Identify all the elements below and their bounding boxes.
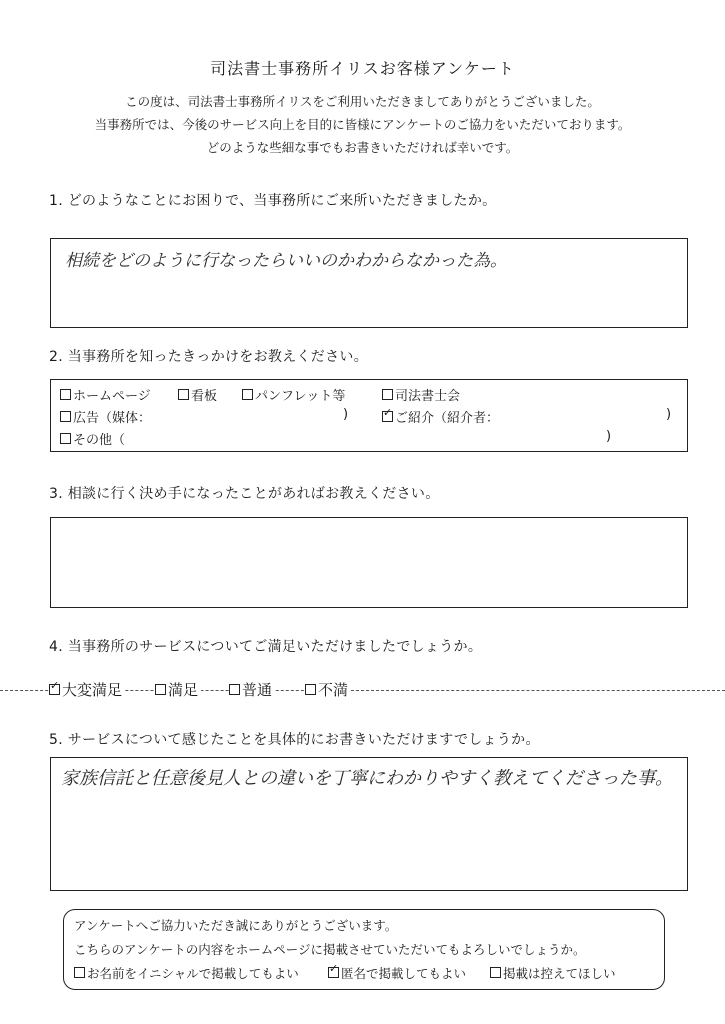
checkbox-other[interactable] (60, 433, 71, 444)
satisfaction-neutral[interactable]: 普通 (229, 679, 275, 700)
checkbox-initials[interactable] (74, 967, 85, 978)
checkbox-satisfied[interactable] (155, 684, 166, 695)
checkbox-ad[interactable] (60, 411, 71, 422)
question-3-answer-box[interactable] (50, 517, 688, 608)
checkbox-judicial-scrivener-assoc[interactable] (382, 389, 393, 400)
footer-option-anonymous[interactable]: ✓ 匿名で掲載してもよい (328, 964, 466, 982)
question-1-label: 1. どのようなことにお困りで、当事務所にご来所いただきましたか。 (49, 193, 497, 209)
checkbox-neutral[interactable] (229, 684, 240, 695)
question-5-answer: 家族信託と任意後見人との違いを丁寧にわかりやすく教えてくださった事。 (61, 768, 673, 789)
question-1-answer-box[interactable] (50, 238, 688, 328)
option-pamphlet[interactable]: パンフレット等 (242, 385, 345, 404)
option-other[interactable]: その他（ (60, 429, 125, 448)
footer-thanks: アンケートへご協力いただき誠にありがとうございます。 (74, 918, 398, 933)
referral-close-paren: ) (666, 407, 672, 422)
question-3-label: 3. 相談に行く決め手になったことがあればお教えください。 (49, 486, 440, 502)
footer-option-decline[interactable]: 掲載は控えてほしい (490, 964, 616, 982)
question-4-label: 4. 当事務所のサービスについてご満足いただけましたでしょうか。 (49, 639, 483, 655)
option-signboard[interactable]: 看板 (178, 385, 217, 404)
publication-consent-box (63, 909, 665, 990)
checkbox-pamphlet[interactable] (242, 389, 253, 400)
intro-line-3: どのような些細な事でもお書きいただければ幸いです。 (206, 140, 519, 155)
option-homepage[interactable]: ホームページ (60, 385, 151, 404)
checkbox-signboard[interactable] (178, 389, 189, 400)
question-2-label: 2. 当事務所を知ったきっかけをお教えください。 (49, 349, 369, 365)
intro-line-2: 当事務所では、今後のサービス向上を目的に皆様にアンケートのご協力をいただいております。 (94, 117, 631, 132)
footer-question: こちらのアンケートの内容をホームページに掲載させていただいてもよろしいでしょうか。 (74, 942, 586, 957)
checkbox-homepage[interactable] (60, 389, 71, 400)
checkbox-decline[interactable] (490, 967, 501, 978)
option-ad[interactable]: 広告（媒体： (60, 407, 151, 426)
satisfaction-very-satisfied[interactable]: ✓大変満足 (49, 679, 125, 700)
checkbox-referral-checked[interactable] (382, 411, 393, 422)
question-5-answer-box[interactable] (50, 757, 688, 891)
intro-line-1: この度は、司法書士事務所イリスをご利用いただきましてありがとうございました。 (125, 94, 600, 109)
satisfaction-dissatisfied[interactable]: 不満 (305, 679, 351, 700)
checkbox-dissatisfied[interactable] (305, 684, 316, 695)
question-5-label: 5. サービスについて感じたことを具体的にお書きいただけますでしょうか。 (49, 732, 540, 748)
question-2-options-box (50, 379, 688, 452)
satisfaction-satisfied[interactable]: 満足 (155, 679, 201, 700)
ad-close-paren: ) (343, 407, 349, 422)
option-referral[interactable]: ✓ ご紹介（紹介者： (382, 407, 499, 426)
footer-option-initials[interactable]: お名前をイニシャルで掲載してもよい (74, 964, 299, 982)
question-1-answer: 相続をどのように行なったらいいのかわからなかった為。 (65, 251, 507, 271)
checkbox-anonymous-checked[interactable] (328, 967, 339, 978)
option-judicial-scrivener-assoc[interactable]: 司法書士会 (382, 385, 460, 404)
page-title: 司法書士事務所イリスお客様アンケート (210, 59, 515, 78)
checkbox-very-satisfied-checked[interactable] (49, 684, 60, 695)
other-close-paren: ) (606, 429, 612, 444)
